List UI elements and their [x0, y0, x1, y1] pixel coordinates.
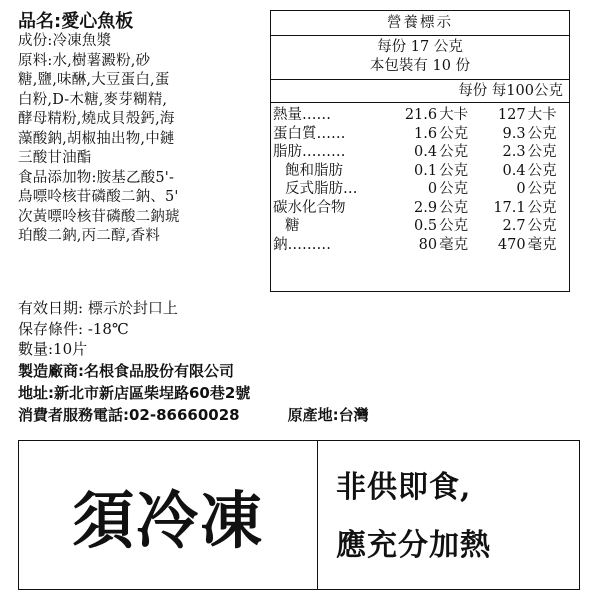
- nutrition-row: [271, 199, 569, 218]
- per-serving-unit: 公克: [439, 181, 469, 197]
- per-100g-value: 127: [497, 107, 526, 123]
- contact-line: [18, 404, 578, 426]
- per-serving-unit: 公克: [439, 218, 469, 234]
- nutrient-name: 熱量……: [273, 107, 331, 123]
- per-100g-value: 0: [516, 181, 526, 197]
- per-100g-value: 0.4: [502, 162, 526, 179]
- ingredient-line: 三酸甘油酯: [18, 150, 92, 166]
- nutrition-row: [271, 143, 569, 162]
- nutrition-row: [271, 162, 569, 181]
- ingredient-line: 白粉,D-木糖,麥芽糊精,: [18, 91, 168, 108]
- per-100g-value: 17.1: [493, 199, 526, 216]
- nutrient-name: 脂肪………: [273, 144, 346, 160]
- per-serving-unit: 大卡: [439, 107, 469, 123]
- per-100g-unit: 大卡: [527, 107, 557, 123]
- per-serving-unit: 公克: [439, 199, 469, 216]
- address: 地址:新北市新店區柴埕路60巷2號: [18, 383, 251, 402]
- nutrition-rows: [271, 106, 569, 254]
- nutrition-row: [271, 125, 569, 144]
- ingredient-line: 食品添加物:胺基乙酸5'-: [18, 169, 175, 186]
- country-of-origin: 原產地:台灣: [287, 405, 369, 424]
- frozen-warning-box: [18, 440, 318, 590]
- heat-thoroughly-text: 應充分加熱: [336, 528, 491, 563]
- nutrition-table: [270, 10, 570, 292]
- per-serving-value: 1.6: [414, 125, 438, 142]
- nutrient-name: 飽和脂肪: [285, 162, 343, 179]
- per-serving-value: 0: [427, 181, 438, 197]
- per-100g-unit: 公克: [527, 181, 557, 197]
- per-serving-value: 0.5: [414, 218, 438, 234]
- per-100g-value: 2.7: [502, 218, 526, 234]
- ingredient-line: 次黃嘌呤核苷磷酸二鈉琥: [18, 208, 180, 225]
- per-serving-unit: 公克: [439, 144, 469, 160]
- nutrient-name: 鈉………: [273, 236, 331, 253]
- nutrition-column-header: 每份 每100公克: [271, 80, 569, 103]
- per-serving-value: 2.9: [414, 199, 438, 216]
- ingredient-line: 糖,鹽,味醂,大豆蛋白,蛋: [18, 72, 170, 88]
- per-serving-unit: 公克: [439, 125, 469, 142]
- product-info: [18, 298, 578, 426]
- per-100g-value: 9.3: [502, 125, 526, 142]
- ingredient-line: 成份:冷凍魚漿: [18, 33, 112, 49]
- per-100g-unit: 公克: [527, 218, 557, 234]
- nutrition-row: [271, 180, 569, 199]
- consumer-hotline: 消費者服務電話:02-86660028: [18, 405, 240, 424]
- per-100g-unit: 公克: [527, 162, 557, 179]
- per-100g-unit: 公克: [527, 125, 557, 142]
- heating-warning-box: [318, 440, 580, 590]
- ingredient-line: 鳥嘌呤核苷磷酸二鈉、5': [18, 189, 179, 205]
- per-serving-value: 0.4: [414, 144, 438, 160]
- nutrient-name: 碳水化合物: [273, 199, 346, 216]
- ingredient-line: 原料:水,樹薯澱粉,砂: [18, 52, 151, 69]
- ingredient-line: 藻酸鈉,胡椒抽出物,中鏈: [18, 130, 175, 147]
- nutrition-row: [271, 217, 569, 236]
- nutrient-name: 蛋白質……: [273, 125, 346, 142]
- quantity: 數量:10片: [18, 340, 88, 358]
- nutrition-header: 營養標示: [271, 11, 569, 36]
- ingredient-line: 珀酸二鈉,丙二醇,香料: [18, 228, 160, 244]
- per-100g-unit: 公克: [527, 199, 557, 216]
- ingredient-block: [18, 12, 266, 247]
- per-serving-unit: 毫克: [439, 236, 469, 253]
- expiry-date: 有效日期: 標示於封口上: [18, 299, 178, 317]
- storage-condition: 保存條件: -18℃: [18, 319, 129, 338]
- per-100g-value: 2.3: [502, 144, 526, 160]
- not-ready-to-eat-text: 非供即食,: [336, 470, 472, 505]
- manufacturer: 製造廠商:名根食品股份有限公司: [18, 361, 235, 380]
- product-title: 品名:愛心魚板: [18, 11, 134, 32]
- nutrition-row: [271, 236, 569, 255]
- nutrient-name: 反式脂肪…: [285, 181, 358, 197]
- per-100g-value: 470: [497, 236, 526, 253]
- per-100g-unit: 公克: [527, 144, 557, 160]
- serving-size: 每份 17 公克: [377, 39, 463, 55]
- per-serving-value: 0.1: [414, 162, 438, 179]
- servings-per-pack: 本包裝有 10 份: [369, 58, 471, 74]
- per-100g-unit: 毫克: [527, 236, 557, 253]
- keep-frozen-text: 須冷凍: [71, 483, 264, 557]
- nutrient-name: 糖: [285, 218, 300, 234]
- nutrition-row: [271, 106, 569, 125]
- per-serving-value: 21.6: [404, 107, 438, 123]
- serving-info: [271, 36, 569, 80]
- per-serving-unit: 公克: [439, 162, 469, 179]
- per-serving-value: 80: [418, 236, 438, 253]
- ingredient-line: 酵母精粉,燒成貝殼鈣,海: [18, 111, 175, 127]
